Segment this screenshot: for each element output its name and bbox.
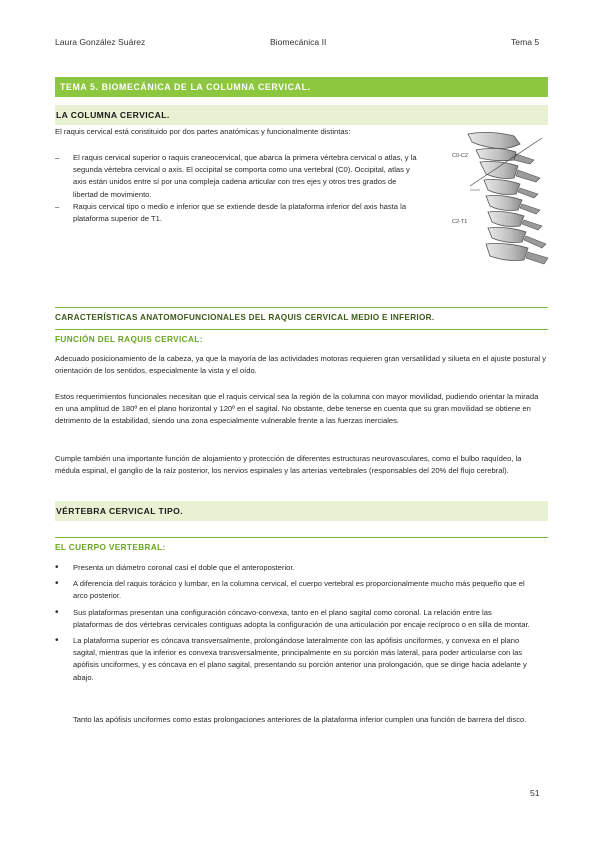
section1-list bbox=[73, 152, 418, 225]
subheading-cuerpo: EL CUERPO VERTEBRAL: bbox=[55, 543, 166, 552]
subheading-funcion: FUNCIÓN DEL RAQUIS CERVICAL: bbox=[55, 335, 203, 344]
page-number: 51 bbox=[530, 788, 540, 798]
paragraph: Estos requerimientos funcionales necesitan que el raquis cervical sea la región de la columna con mayor movilidad, pudiendo orientar la mirada en una amplitud de 180º en el plano horizontal y 120º en el sagital. No obstante, debe tenerse en cuenta que su gran movilidad se obtiene en detrimento de la estabilidad, siendo una zona especialmente vulnerable frente a las fuerzas inerciales. bbox=[55, 392, 539, 426]
section-divider bbox=[55, 537, 548, 538]
figure-label-c0c2: C0-C2 bbox=[452, 153, 468, 159]
list-item: • Sus plataformas presentan una configuración cóncavo-convexa, tanto en el plano sagital como coronal. La relación entre las plataformas de dos vértebras cervicales contiguas adopta la configuración de una articulación por encaje recíproco o en silla de montar. bbox=[73, 607, 533, 631]
closing-paragraph: Tanto las apófisis unciformes como estas prolongaciones anteriores de la plataforma inferior cumplen una función de barrera del disco. bbox=[73, 715, 527, 724]
list-item: • A diferencia del raquis torácico y lumbar, en la columna cervical, el cuerpo vertebral es proporcionalmente mucho más pequeño que el arco posterior. bbox=[73, 578, 533, 602]
section-heading-caracteristicas: CARACTERÍSTICAS ANATOMOFUNCIONALES DEL RAQUIS CERVICAL MEDIO E INFERIOR. bbox=[55, 313, 435, 322]
figure-label-c2t1: C2-T1 bbox=[452, 219, 468, 225]
spine-illustration-icon bbox=[450, 130, 550, 270]
page-title: TEMA 5. BIOMECÁNICA DE LA COLUMNA CERVICAL. bbox=[55, 77, 548, 97]
list-item: – Raquis cervical tipo o medio e inferior que se extiende desde la plataforma inferior del axis hasta la plataforma superior de T1. bbox=[73, 201, 418, 225]
list-item: • La plataforma superior es cóncava transversalmente, prolongándose lateralmente con las apófisis unciformes, y convexa en el plano sagital, mientras que la inferior es convexa transversalmente, principalmente en su porción más lateral, para poder articularse con las apófisis unciformes, y es cóncava en el plano sagital, presentando su porción anterior una prolongación, que se dirige hacia adelante y abajo. bbox=[73, 635, 533, 684]
list-item: – El raquis cervical superior o raquis craneocervical, que abarca la primera vértebra cervical o atlas, y la segunda vértebra cervical o axis. El occipital se comporta como una vertebral (C0). Occipital, atlas y axis están unidos entre sí por una compleja cadena articular con tres ejes y otros tres grados de libertad de movimiento. bbox=[73, 152, 418, 201]
list-item: • Presenta un diámetro coronal casi el doble que el anteroposterior. bbox=[73, 562, 533, 574]
section-divider bbox=[55, 307, 548, 308]
section-divider bbox=[55, 329, 548, 330]
paragraph: Cumple también una importante función de alojamiento y protección de diferentes estructuras neurovasculares, como el bulbo raquídeo, la médula espinal, el ganglio de la raíz posterior, los nervios espinales y las arterias vertebrales (responsables del 20% del flujo cerebral). bbox=[55, 454, 522, 476]
section-heading-vertebra: VÉRTEBRA CERVICAL TIPO. bbox=[55, 501, 548, 521]
cervical-spine-figure bbox=[450, 130, 550, 270]
section-heading-columna: LA COLUMNA CERVICAL. bbox=[55, 105, 548, 125]
header-subject: Biomecánica II bbox=[270, 37, 327, 47]
header-author: Laura González Suárez bbox=[55, 37, 146, 47]
section3-list bbox=[73, 562, 533, 684]
paragraph: Adecuado posicionamiento de la cabeza, ya que la mayoría de las actividades motoras requieren gran versatilidad y silueta en el ajuste postural y orientación de los sentidos, especialmente la vista y el oído. bbox=[55, 354, 546, 376]
section1-intro: El raquis cervical está constituido por dos partes anatómicas y funcionalmente distintas: bbox=[55, 127, 351, 136]
header-topic: Tema 5 bbox=[511, 37, 540, 47]
